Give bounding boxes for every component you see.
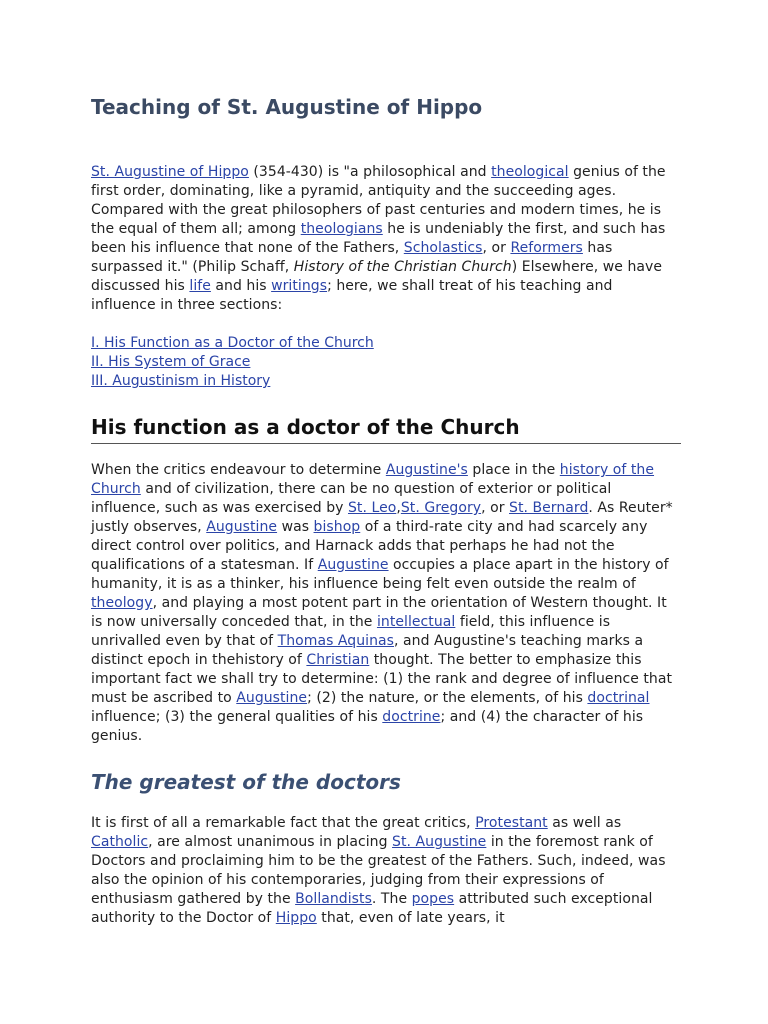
link-doctrinal[interactable]: doctrinal (587, 690, 650, 706)
link-st-leo[interactable]: St. Leo (347, 500, 397, 516)
link-thomas-aquinas[interactable]: Thomas Aquinas (277, 633, 395, 649)
s2-text: It is first of all a remarkable fact that the great critics, (91, 815, 476, 831)
link-reformers[interactable]: Reformers (510, 240, 583, 256)
link-augustine[interactable]: Augustine (206, 519, 278, 535)
link-scholastics[interactable]: Scholastics (403, 240, 483, 256)
book-title-italic: History of the Christian Church (293, 259, 512, 275)
s1-text: field, this influence is unrivalled even by that of (91, 614, 611, 649)
link-catholic[interactable]: Catholic (91, 834, 149, 850)
link-st-gregory[interactable]: St. Gregory (400, 500, 482, 516)
intro-text-3: he is undeniably the first, and such has been his influence that none of the Fathers, (91, 221, 666, 256)
link-hippo[interactable]: Hippo (275, 910, 317, 926)
s2-text: . The (371, 891, 412, 907)
s1-text: influence; (3) the general qualities of his (91, 709, 383, 725)
s2-text: , are almost unanimous in placing (148, 834, 393, 850)
s1-text: was (277, 519, 314, 535)
s2-text: in the foremost rank of Doctors and proclaiming him to be the greatest of the Fathers. Such, indeed, was also the opinion of his contemporaries, judging from their expressions of enthusiasm gathered by the (91, 834, 666, 907)
link-bishop[interactable]: bishop (313, 519, 361, 535)
link-christian[interactable]: Christian (306, 652, 370, 668)
s1-text: , and Augustine's teaching marks a distinct epoch in thehistory of (91, 633, 644, 668)
article-content (91, 92, 681, 928)
link-theology[interactable]: theology (91, 595, 153, 611)
subheading-greatest-of-doctors: The greatest of the doctors (91, 770, 401, 794)
s1-text: . As Reuter* justly observes, (91, 500, 673, 535)
s1-text: When the critics endeavour to determine (91, 462, 386, 478)
s1-text: , and playing a most potent part in the orientation of Western thought. It is now universally conceded that, in the (91, 595, 667, 630)
intro-text-6: ) Elsewhere, we have discussed his (91, 259, 663, 294)
intro-text-4: , or (482, 240, 511, 256)
link-st-augustine[interactable]: St. Augustine (392, 834, 487, 850)
link-augustines[interactable]: Augustine's (385, 462, 468, 478)
s1-text: , (396, 500, 401, 516)
s1-text: ; (2) the nature, or the elements, of his (307, 690, 588, 706)
s2-text: as well as (547, 815, 622, 831)
intro-text-7: and his (210, 278, 272, 294)
intro-text-1: (354-430) is "a philosophical and (248, 164, 492, 180)
link-theologians[interactable]: theologians (300, 221, 383, 237)
s1-text: ; and (4) the character of his genius. (91, 709, 644, 744)
toc-link-system-of-grace[interactable]: II. His System of Grace (91, 354, 251, 370)
link-theological[interactable]: theological (491, 164, 569, 180)
link-augustine[interactable]: Augustine (236, 690, 308, 706)
section1-paragraph (91, 461, 681, 746)
intro-paragraph (91, 163, 681, 315)
s1-text: , or (481, 500, 510, 516)
s2-text: that, even of late years, it (316, 910, 505, 926)
s1-text: thought. The better to emphasize this important fact we shall try to determine: (1) the rank and degree of influence that must be ascribed to (91, 652, 673, 706)
s1-text: occupies a place apart in the history of humanity, it is as a thinker, his influence being felt even outside the realm of (91, 557, 669, 592)
link-doctrine[interactable]: doctrine (382, 709, 441, 725)
intro-text-5: has surpassed it." (Philip Schaff, (91, 240, 613, 275)
link-protestant[interactable]: Protestant (475, 815, 548, 831)
link-st-augustine-of-hippo[interactable]: St. Augustine of Hippo (91, 164, 249, 180)
link-st-bernard[interactable]: St. Bernard (509, 500, 589, 516)
s1-text: and of civilization, there can be no question of exterior or political influence, such as was exercised by (91, 481, 612, 516)
link-history-of-the-church[interactable]: history of the Church (91, 462, 655, 497)
s2-text: attributed such exceptional authority to the Doctor of (91, 891, 653, 926)
s1-text: place in the (467, 462, 560, 478)
intro-text-2: genius of the first order, dominating, like a pyramid, antiquity and the succeeding ages. Compared with the great philosophers of past centuries and modern times, he is the equal of them all; among (91, 164, 666, 237)
toc-link-augustinism-in-history[interactable]: III. Augustinism in History (91, 373, 271, 389)
link-augustine[interactable]: Augustine (317, 557, 389, 573)
section-heading-function: His function as a doctor of the Church (91, 412, 681, 444)
table-of-contents (91, 334, 681, 391)
link-bollandists[interactable]: Bollandists (295, 891, 372, 907)
toc-link-doctor-of-church[interactable]: I. His Function as a Doctor of the Church (91, 335, 374, 351)
link-writings[interactable]: writings (271, 278, 328, 294)
intro-text-8: ; here, we shall treat of his teaching and influence in three sections: (91, 278, 613, 313)
link-life[interactable]: life (189, 278, 211, 294)
link-popes[interactable]: popes (411, 891, 455, 907)
s1-text: of a third-rate city and had scarcely any direct control over politics, and Harnack adds that perhaps he had not the qualifications of a statesman. If (91, 519, 648, 573)
section2-paragraph (91, 814, 681, 928)
page-title: Teaching of St. Augustine of Hippo (91, 95, 483, 119)
link-intellectual[interactable]: intellectual (376, 614, 456, 630)
